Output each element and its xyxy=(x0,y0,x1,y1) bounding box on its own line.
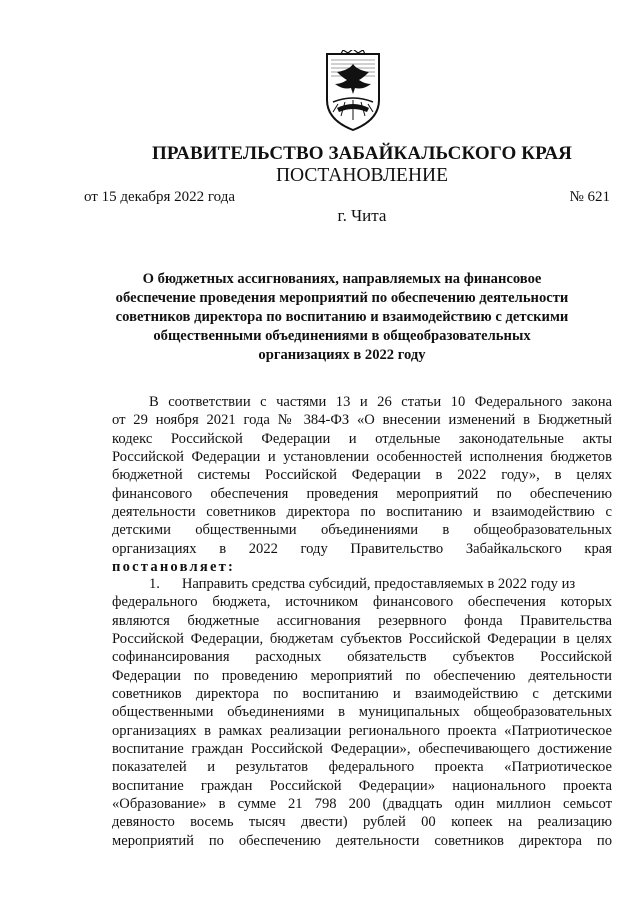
paragraph-line: воспитание граждан Российской Федерации», обеспечивающего достижение xyxy=(112,741,612,758)
paragraph-line: являются бюджетные ассигнования резервного фонда Правительства xyxy=(112,612,612,629)
resolve-word: постановляет xyxy=(112,559,228,576)
paragraph-line: организациях в рамках реализации регионального проекта «Патриотическое xyxy=(112,722,612,739)
paragraph-line: В соответствии с частями 13 и 26 статьи 10 Федерального закона xyxy=(149,394,612,410)
paragraph-line: деятельности советников директора по воспитанию и взаимодействию с xyxy=(112,504,612,521)
document-city: г. Чита xyxy=(337,206,387,225)
subject-line: советников директора по воспитанию и взаимодействию с детскими xyxy=(115,309,569,325)
paragraph-line: воспитание граждан Российской Федерации» национального проекта xyxy=(112,777,612,794)
paragraph-line: Российской Федерации, бюджетам субъектов Российской Федерации в целях xyxy=(112,631,612,648)
document-number: № 621 xyxy=(569,189,610,205)
paragraph-line: «Образование» в сумме 21 798 200 (двадцать один миллион семьсот xyxy=(112,796,612,813)
paragraph-line: организациях в 2022 году Правительство Забайкальского края xyxy=(112,540,612,557)
preamble-paragraph xyxy=(112,393,612,576)
subject-line: О бюджетных ассигнованиях, направляемых на финансовое xyxy=(142,271,542,287)
paragraph-line: от 29 ноября 2021 года № 384-ФЗ «О внесении изменений в Бюджетный xyxy=(112,412,612,429)
paragraph-line: показателей и результатов федерального проекта «Патриотическое xyxy=(112,759,612,776)
resolve-colon: : xyxy=(228,559,236,576)
document-subject xyxy=(112,270,572,365)
subject-line: организациях в 2022 году xyxy=(258,347,426,363)
paragraph-line: Российской Федерации и установлении особенностей исполнения бюджетов xyxy=(112,449,612,466)
paragraph-line: советников директора по воспитанию и взаимодействию с детскими xyxy=(112,686,612,703)
resolve-line xyxy=(112,558,612,576)
clause-1-paragraph xyxy=(112,575,612,850)
paragraph-line: девяносто восемь тысяч двести) рублей 00 копеек на реализацию xyxy=(112,814,612,831)
coat-of-arms-emblem xyxy=(323,50,383,132)
document-date: от 15 декабря 2022 года xyxy=(84,189,236,205)
subject-line: общественными объединениями в общеобразовательных xyxy=(153,328,531,344)
paragraph-line: мероприятий по обеспечению деятельности советников директора по xyxy=(112,832,612,849)
paragraph-line: 1. Направить средства субсидий, предоставляемых в 2022 году из xyxy=(149,576,576,592)
government-title: ПРАВИТЕЛЬСТВО ЗАБАЙКАЛЬСКОГО КРАЯ xyxy=(151,143,572,164)
paragraph-line: федерального бюджета, источником финансового обеспечения которых xyxy=(112,594,612,611)
paragraph-line: Федерации по проведению мероприятий по обеспечению деятельности xyxy=(112,667,612,684)
paragraph-line: финансового обеспечения проведения мероприятий по обеспечению xyxy=(112,485,612,502)
paragraph-line: бюджетной системы Российской Федерации в 2022 году», в целях xyxy=(112,467,612,484)
paragraph-line: общественными объединениями в муниципальных общеобразовательных xyxy=(112,704,612,721)
subject-line: обеспечение проведения мероприятий по обеспечению деятельности xyxy=(115,290,569,306)
paragraph-line: кодекс Российской Федерации и отдельные законодательные акты xyxy=(112,430,612,447)
paragraph-line: софинансирования расходных обязательств субъектов Российской xyxy=(112,649,612,666)
document-type: ПОСТАНОВЛЕНИЕ xyxy=(275,165,449,186)
paragraph-line: детскими общественными объединениями в общеобразовательных xyxy=(112,522,612,539)
